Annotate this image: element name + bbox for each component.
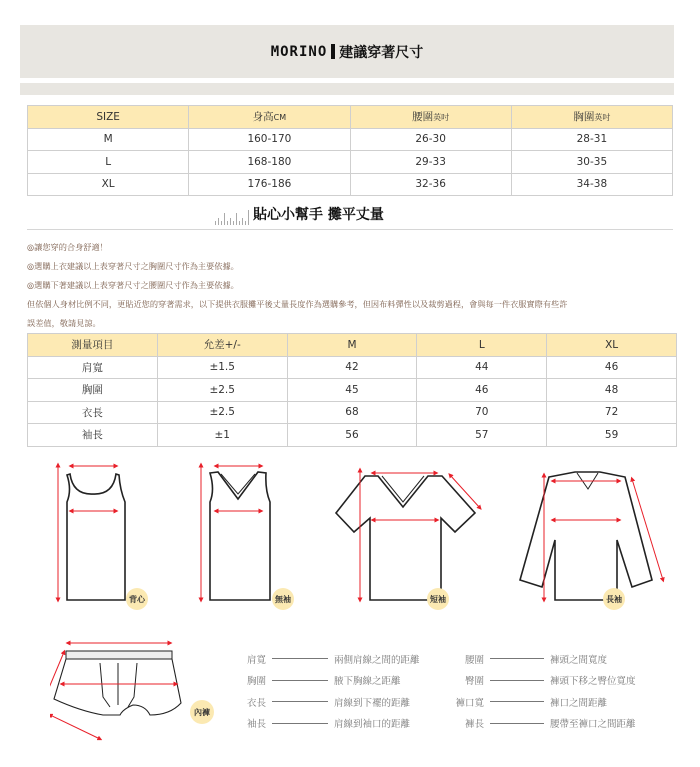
cell: 袖長 [28, 424, 158, 447]
cell: 42 [287, 356, 417, 379]
legend-desc: 兩側肩線之間的距離 [334, 654, 420, 666]
header-l: L [417, 334, 547, 357]
legend-row [236, 670, 420, 692]
cell: 72 [547, 401, 677, 424]
ruler-icon [215, 205, 249, 225]
cell: 44 [417, 356, 547, 379]
banner-strip [20, 83, 674, 95]
legend-desc: 褲頭下移之臀位寬度 [550, 676, 636, 688]
note-line: ◎選購上衣建議以上表穿著尺寸之胸圍尺寸作為主要依據。 [27, 261, 239, 271]
legend-row [236, 691, 420, 713]
cell: 176-186 [189, 173, 350, 196]
legend-bottoms [444, 648, 636, 734]
legend-term: 腰圍 [464, 654, 484, 666]
legend-dash [272, 658, 328, 659]
cell: XL [28, 173, 189, 196]
sleeveless-badge: 無袖 [272, 588, 294, 610]
note-line: ◎選購下著建議以上表穿著尺寸之腰圍尺寸作為主要依據。 [27, 280, 239, 290]
cell: 56 [287, 424, 417, 447]
garment-figures [0, 460, 700, 620]
table-row [28, 151, 673, 174]
brand-logo: MORINO [270, 43, 328, 60]
cell: ±1.5 [157, 356, 287, 379]
helper-title: 貼心小幫手 攤平丈量 [253, 207, 384, 223]
cell: 34-38 [511, 173, 672, 196]
cell: 45 [287, 379, 417, 402]
legend-dash [490, 701, 544, 702]
note-line: 但依個人身材比例不同，更貼近您的穿著需求，以下提供衣服攤平後丈量長度作為選購參考，但因布料彈性以及裁剪過程，會與每一件衣服實際有些許 [27, 299, 568, 309]
measure-table [27, 333, 677, 447]
legend-dash [272, 701, 328, 702]
cell: 70 [417, 401, 547, 424]
tank-top-badge: 背心 [126, 588, 148, 610]
table-row [28, 128, 673, 151]
tank-top-figure [45, 460, 145, 610]
sleeveless-figure [190, 460, 290, 610]
legend-desc: 肩線到下襬的距離 [334, 697, 411, 709]
legend-term: 胸圍 [246, 676, 266, 688]
table-row [28, 424, 677, 447]
cell: 29-33 [350, 151, 511, 174]
tank-top-icon [45, 460, 145, 610]
short-sleeve-figure [330, 460, 490, 610]
legend-dash [272, 723, 328, 724]
header-chest: 胸圍英吋 [511, 106, 672, 129]
header-size: SIZE [28, 106, 189, 129]
title-banner [20, 25, 674, 78]
legend-desc: 肩線到袖口的距離 [334, 719, 411, 731]
legend-row [236, 648, 420, 670]
cell: ±2.5 [157, 379, 287, 402]
note-line: 誤差值，敬請見諒。 [27, 318, 101, 328]
briefs-badge: 內褲 [190, 700, 214, 724]
table-row [28, 356, 677, 379]
briefs-figure [50, 635, 230, 745]
legend-row [236, 713, 420, 735]
briefs-icon [50, 635, 230, 745]
cell: 68 [287, 401, 417, 424]
short-sleeve-icon [330, 460, 490, 610]
cell: L [28, 151, 189, 174]
cell: ±2.5 [157, 401, 287, 424]
legend-term: 衣長 [246, 697, 266, 709]
cell: 46 [417, 379, 547, 402]
notes [27, 238, 677, 333]
cell: 48 [547, 379, 677, 402]
note-line: ◎讓您穿的合身舒適！ [27, 242, 108, 252]
long-sleeve-badge: 長袖 [603, 588, 625, 610]
legend-term: 袖長 [246, 719, 266, 731]
legend-desc: 腋下胸線之距離 [334, 676, 401, 688]
legend-desc: 腰帶至褲口之間距離 [550, 719, 636, 731]
legend-term: 褲長 [464, 719, 484, 731]
helper-heading [215, 205, 384, 225]
header-tolerance: 允差+/- [157, 334, 287, 357]
legend-row [444, 648, 636, 670]
legend-term: 臀圍 [464, 676, 484, 688]
legend-dash [490, 723, 544, 724]
header-item: 測量項目 [28, 334, 158, 357]
table-row [28, 401, 677, 424]
legend-row [444, 691, 636, 713]
cell: 168-180 [189, 151, 350, 174]
cell: 160-170 [189, 128, 350, 151]
sleeveless-icon [190, 460, 290, 610]
header-m: M [287, 334, 417, 357]
cell: 32-36 [350, 173, 511, 196]
legend-term: 肩寬 [246, 654, 266, 666]
cell: 46 [547, 356, 677, 379]
legend-desc: 褲口之間距離 [550, 697, 608, 709]
cell: 30-35 [511, 151, 672, 174]
legend-row [444, 670, 636, 692]
table-header-row [28, 106, 673, 129]
page-title: 建議穿著尺寸 [339, 44, 424, 61]
cell: 胸圍 [28, 379, 158, 402]
legend-dash [490, 680, 544, 681]
legend-term: 褲口寬 [455, 697, 484, 709]
divider [27, 229, 673, 230]
table-row [28, 379, 677, 402]
legend-dash [272, 680, 328, 681]
cell: 衣長 [28, 401, 158, 424]
header-waist: 腰圍英吋 [350, 106, 511, 129]
cell: 57 [417, 424, 547, 447]
cell: 26-30 [350, 128, 511, 151]
long-sleeve-figure [505, 460, 665, 610]
table-header-row [28, 334, 677, 357]
cell: ±1 [157, 424, 287, 447]
legend-desc: 褲頭之間寬度 [550, 654, 608, 666]
divider-bar [331, 44, 335, 59]
legend-dash [490, 658, 544, 659]
legend-row [444, 713, 636, 735]
cell: 59 [547, 424, 677, 447]
cell: 28-31 [511, 128, 672, 151]
short-sleeve-badge: 短袖 [427, 588, 449, 610]
table-row [28, 173, 673, 196]
header-height: 身高CM [189, 106, 350, 129]
long-sleeve-icon [505, 460, 665, 610]
cell: M [28, 128, 189, 151]
cell: 肩寬 [28, 356, 158, 379]
legend-tops [236, 648, 420, 734]
header-xl: XL [547, 334, 677, 357]
size-table [27, 105, 673, 196]
